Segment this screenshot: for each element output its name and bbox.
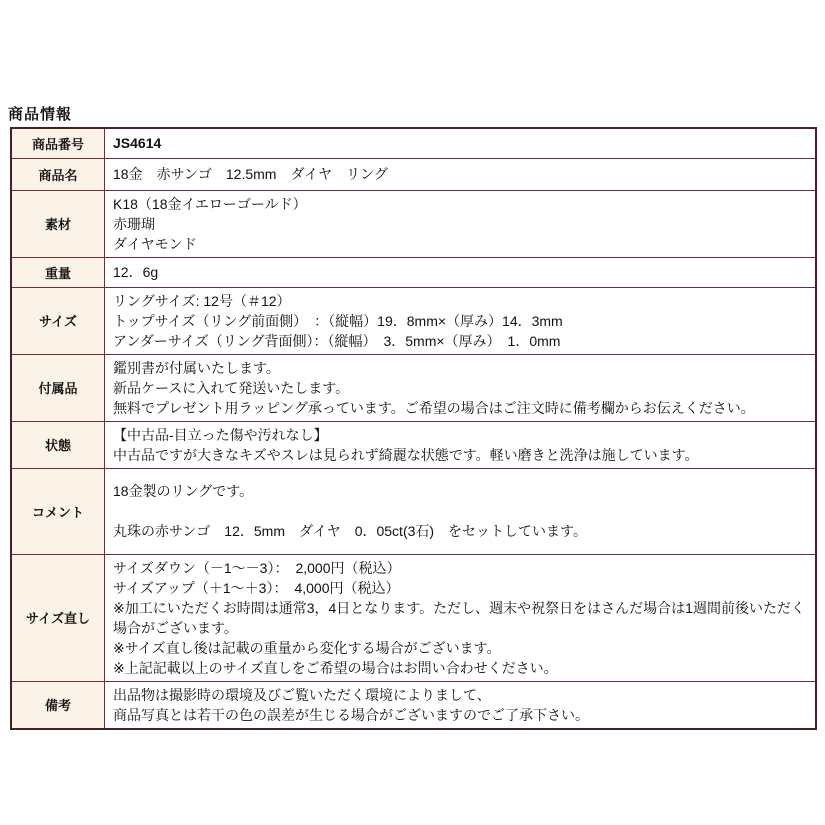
table-row xyxy=(11,468,816,554)
row-value-product-name: 18金 赤サンゴ 12.5mm ダイヤ リング xyxy=(105,158,817,190)
row-value-product-number: JS4614 xyxy=(105,128,817,158)
row-value-accessories: 鑑別書が付属いたします。 新品ケースに入れて発送いたします。 無料でプレゼント用ラッピング承っています。ご希望の場合はご注文時に備考欄からお伝えください。 xyxy=(105,354,817,421)
row-label-notes: 備考 xyxy=(11,681,105,729)
row-label-accessories: 付属品 xyxy=(11,354,105,421)
row-label-product-name: 商品名 xyxy=(11,158,105,190)
table-row xyxy=(11,554,816,681)
row-value-weight: 12．6g xyxy=(105,257,817,287)
row-label-product-number: 商品番号 xyxy=(11,128,105,158)
table-row xyxy=(11,354,816,421)
row-value-condition: 【中古品-目立った傷や汚れなし】 中古品ですが大きなキズやスレは見られず綺麗な状態です。軽い磨きと洗浄は施しています。 xyxy=(105,421,817,468)
row-value-comment: 18金製のリングです。 丸珠の赤サンゴ 12．5mm ダイヤ 0．05ct(3石) をセットしています。 xyxy=(105,468,817,554)
table-row xyxy=(11,128,816,158)
row-label-material: 素材 xyxy=(11,190,105,257)
row-label-resizing: サイズ直し xyxy=(11,554,105,681)
page-title: 商品情報 xyxy=(8,106,73,123)
row-value-notes: 出品物は撮影時の環境及びご覧いただく環境によりまして、 商品写真とは若干の色の誤差が生じる場合がございますのでご了承下さい。 xyxy=(105,681,817,729)
table-row xyxy=(11,421,816,468)
table-row xyxy=(11,190,816,257)
table-row xyxy=(11,158,816,190)
row-value-size: リングサイズ: 12号（＃12） トップサイズ（リング前面側） ：（縦幅）19．8mm×（厚み）14．3mm アンダーサイズ（リング背面側）：（縦幅） 3．5mm×（厚み） 1．0mm xyxy=(105,287,817,354)
row-label-size: サイズ xyxy=(11,287,105,354)
product-info-table xyxy=(10,127,817,730)
row-label-condition: 状態 xyxy=(11,421,105,468)
table-row xyxy=(11,681,816,729)
row-value-material: K18（18金イエローゴールド） 赤珊瑚 ダイヤモンド xyxy=(105,190,817,257)
row-label-weight: 重量 xyxy=(11,257,105,287)
row-label-comment: コメント xyxy=(11,468,105,554)
table-row xyxy=(11,257,816,287)
table-row xyxy=(11,287,816,354)
row-value-resizing: サイズダウン（－1〜－3）： 2,000円（税込） サイズアップ（＋1〜＋3）： 4,000円（税込） ※加工にいただくお時間は通常3，4日となります。ただし、週末や祝祭日をはさんだ場合は1週間前後いただく場合がございます。 ※サイズ直し後は記載の重量から変化する場合がございます。 ※上記記載以上のサイズ直しをご希望の場合はお問い合わせください。 xyxy=(105,554,817,681)
